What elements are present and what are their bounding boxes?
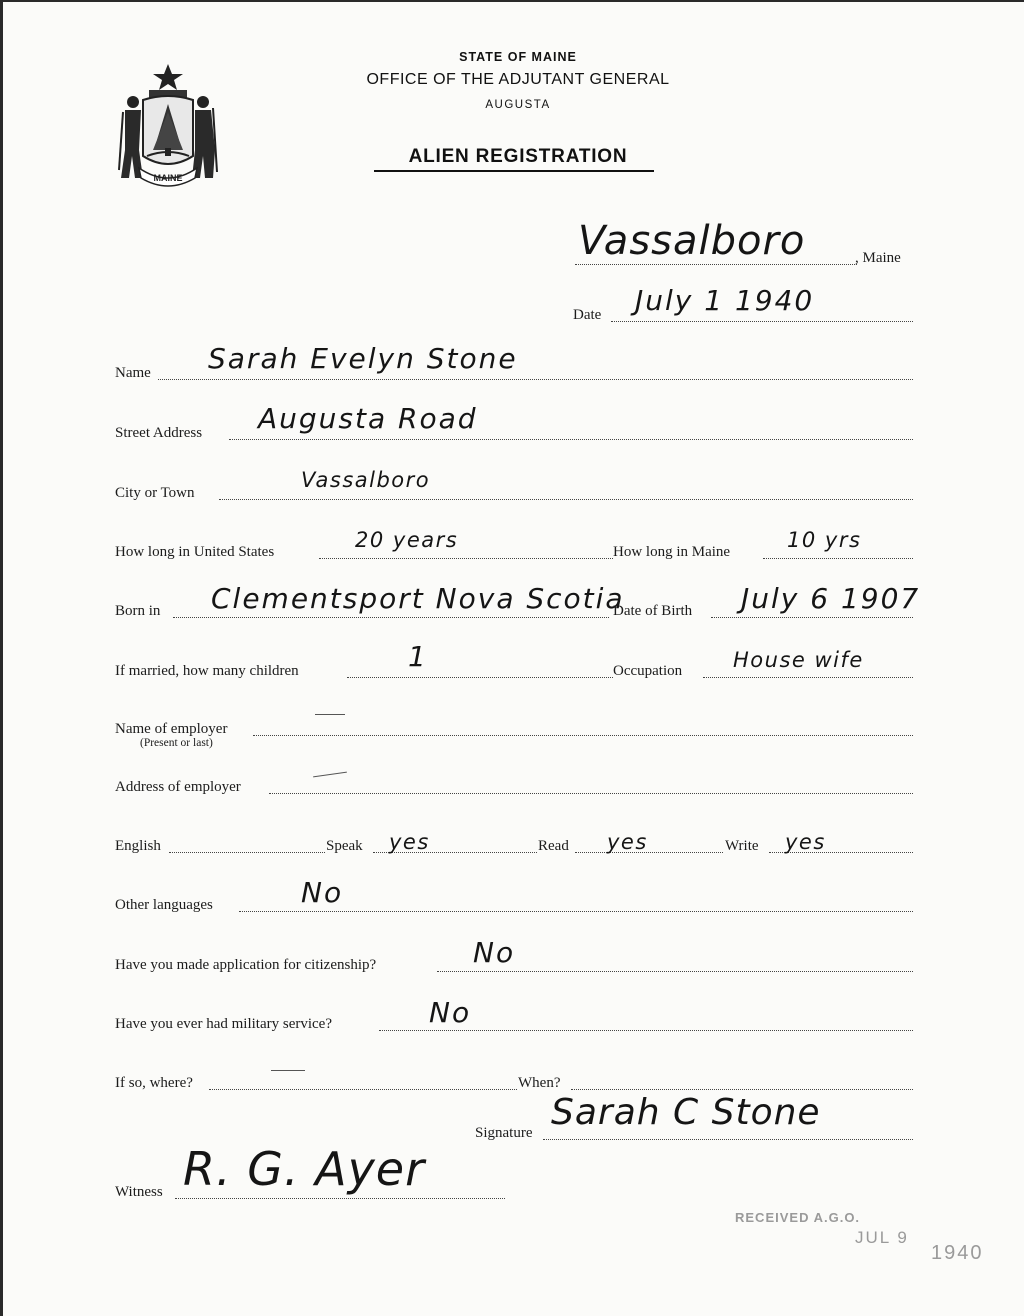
state-heading: STATE OF MAINE (459, 50, 577, 64)
form-title: ALIEN REGISTRATION (408, 146, 628, 167)
born-in-value: Clementsport Nova Scotia (211, 582, 625, 615)
maine-state-seal-icon (113, 60, 223, 190)
speak-value: yes (389, 830, 430, 854)
town-dotted-line (575, 264, 857, 265)
street-address-value: Augusta Road (258, 402, 478, 435)
where-label: If so, where? (115, 1075, 193, 1091)
received-stamp-year: 1940 (931, 1242, 984, 1264)
where-blank-mark (271, 1070, 305, 1071)
witness-value: R. G. Ayer (183, 1142, 425, 1196)
read-value: yes (607, 830, 648, 854)
name-label: Name (115, 365, 151, 381)
street-address-label: Street Address (115, 425, 203, 441)
dob-dotted-line (711, 617, 913, 618)
signature-value: Sarah C Stone (551, 1092, 821, 1133)
employer-label: Name of employer (115, 721, 228, 737)
citizenship-value: No (473, 936, 516, 969)
city-heading: AUGUSTA (485, 99, 551, 111)
dob-value: July 6 1907 (741, 582, 921, 615)
born-in-label: Born in (115, 603, 161, 619)
received-stamp-text: RECEIVED A.G.O. (735, 1210, 861, 1225)
employer-address-dotted-line (269, 793, 913, 794)
how-long-us-dotted-line (319, 558, 613, 559)
name-value: Sarah Evelyn Stone (208, 342, 518, 375)
citizenship-dotted-line (437, 971, 913, 972)
read-dotted-line (575, 852, 723, 853)
english-label: English (115, 838, 161, 854)
how-long-us-value: 20 years (355, 528, 459, 552)
signature-dotted-line (543, 1139, 913, 1140)
speak-label: Speak (326, 838, 363, 854)
employer-note-label: (Present or last) (140, 737, 213, 749)
employer-blank-mark (315, 714, 345, 715)
how-long-maine-value: 10 yrs (787, 528, 862, 552)
witness-label: Witness (115, 1184, 163, 1200)
other-languages-value: No (301, 876, 344, 909)
employer-dotted-line (253, 735, 913, 736)
english-dotted-line (169, 852, 325, 853)
witness-dotted-line (175, 1198, 505, 1199)
city-dotted-line (219, 499, 913, 500)
when-dotted-line (571, 1089, 913, 1090)
date-value: July 1 1940 (635, 284, 815, 317)
dob-label: Date of Birth (613, 603, 693, 619)
svg-text:MAINE: MAINE (153, 173, 183, 183)
read-label: Read (538, 838, 569, 854)
other-languages-dotted-line (239, 911, 913, 912)
born-in-dotted-line (173, 617, 609, 618)
children-value: 1 (408, 640, 428, 673)
town-value: Vassalboro (578, 218, 806, 264)
employer-address-label: Address of employer (115, 779, 241, 795)
how-long-us-label: How long in United States (115, 544, 275, 560)
date-dotted-line (611, 321, 913, 322)
where-dotted-line (209, 1089, 517, 1090)
street-dotted-line (229, 439, 913, 440)
occupation-value: House wife (733, 648, 864, 672)
town-suffix-label: , Maine (855, 250, 901, 266)
military-value: No (429, 996, 472, 1029)
citizenship-label: Have you made application for citizenship? (115, 957, 377, 973)
occupation-dotted-line (703, 677, 913, 678)
city-value: Vassalboro (301, 468, 431, 492)
how-long-maine-label: How long in Maine (613, 544, 731, 560)
title-underline (374, 170, 654, 172)
military-label: Have you ever had military service? (115, 1016, 332, 1032)
write-value: yes (785, 830, 826, 854)
military-dotted-line (379, 1030, 913, 1031)
occupation-label: Occupation (613, 663, 683, 679)
children-label: If married, how many children (115, 663, 299, 679)
other-languages-label: Other languages (115, 897, 213, 913)
received-stamp-date: JUL 9 (855, 1228, 909, 1247)
how-long-maine-dotted-line (763, 558, 913, 559)
children-dotted-line (347, 677, 613, 678)
city-label: City or Town (115, 485, 195, 501)
employer-address-blank-mark (313, 772, 347, 778)
write-label: Write (725, 838, 759, 854)
when-label: When? (518, 1075, 561, 1091)
office-heading: OFFICE OF THE ADJUTANT GENERAL (366, 71, 670, 88)
name-dotted-line (158, 379, 913, 380)
date-label: Date (573, 307, 602, 323)
signature-label: Signature (475, 1125, 533, 1141)
